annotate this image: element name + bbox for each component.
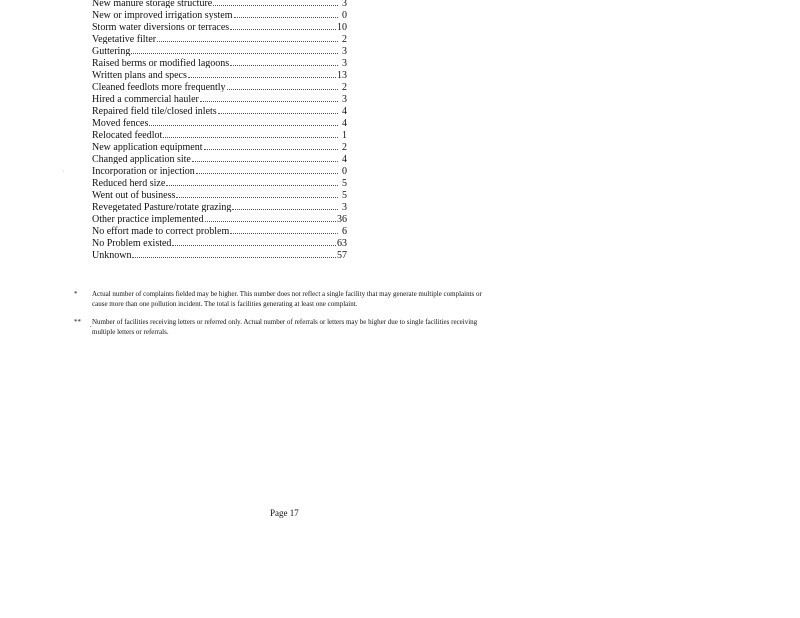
item-count: 2 (342, 34, 347, 44)
item-count: 3 (342, 94, 347, 104)
item-label: New application equipment (92, 142, 203, 152)
list-item (92, 212, 347, 224)
footnote-text: Number of facilities receiving letters or referred only. Actual number of referrals or letters may be higher due to single facilities receiving multiple letters or referrals. (92, 318, 478, 336)
item-label: Raised berms or modified lagoons (92, 58, 230, 68)
item-label: Guttering (92, 46, 131, 56)
item-count: 36 (337, 214, 347, 224)
item-label: Went out of business (92, 190, 176, 200)
dot-leader (131, 44, 338, 54)
item-label: Vegetative filter (92, 34, 157, 44)
dot-leader (163, 128, 338, 138)
list-item (92, 128, 347, 140)
dot-leader (200, 92, 338, 102)
item-label: Unknown (92, 250, 132, 260)
dot-leader (230, 224, 338, 234)
footnote-marker: ** (74, 318, 81, 326)
item-count: 5 (342, 190, 347, 200)
item-label: Reduced herd size (92, 178, 166, 188)
dot-leader (188, 68, 336, 78)
item-count: 3 (342, 0, 347, 8)
stray-mark: . (63, 168, 65, 174)
dot-leader (213, 0, 338, 6)
dot-leader (227, 80, 338, 90)
item-count: 10 (337, 22, 347, 32)
dot-leader (196, 164, 338, 174)
item-label: Repaired field tile/closed inlets (92, 106, 217, 116)
list-item (92, 68, 347, 80)
item-count: 3 (342, 58, 347, 68)
dot-leader (166, 176, 338, 186)
list-item (92, 32, 347, 44)
item-count: 0 (342, 166, 347, 176)
dot-leader (218, 104, 338, 114)
item-label: Hired a commercial hauler (92, 94, 199, 104)
item-count: 5 (342, 178, 347, 188)
item-count: 0 (342, 10, 347, 20)
list-item (92, 0, 347, 8)
list-item (92, 200, 347, 212)
list-item (92, 164, 347, 176)
list-item (92, 116, 347, 128)
item-count: 6 (342, 226, 347, 236)
item-count: 4 (342, 154, 347, 164)
dot-leader (234, 8, 338, 18)
item-label: Storm water diversions or terraces (92, 22, 230, 32)
item-label: Moved fences (92, 118, 149, 128)
dot-leader (149, 116, 338, 126)
list-item (92, 140, 347, 152)
item-label: Revegetated Pasture/rotate grazing (92, 202, 232, 212)
dot-leader (192, 152, 338, 162)
item-label: Written plans and specs (92, 70, 187, 80)
list-item (92, 80, 347, 92)
item-count: 63 (337, 238, 347, 248)
list-item (92, 56, 347, 68)
list-item (92, 236, 347, 248)
list-item (92, 224, 347, 236)
dot-leader (157, 32, 338, 42)
item-count: 2 (342, 82, 347, 92)
item-label: No Problem existed (92, 238, 172, 248)
dot-leader (172, 236, 336, 246)
list-item (92, 44, 347, 56)
item-label: Incorporation or injection (92, 166, 195, 176)
item-count: 4 (342, 106, 347, 116)
footnote (74, 289, 484, 309)
footnote (74, 317, 484, 337)
item-label: Other practice implemented (92, 214, 204, 224)
list-item (92, 188, 347, 200)
item-count: 2 (342, 142, 347, 152)
dot-leader (132, 248, 336, 258)
list-item (92, 20, 347, 32)
item-count: 3 (342, 202, 347, 212)
item-label: New manure storage structure (92, 0, 213, 8)
separator-dot: . (90, 321, 92, 329)
footnotes (74, 289, 484, 345)
practice-list (92, 0, 347, 260)
list-item (92, 176, 347, 188)
item-label: Changed application site (92, 154, 191, 164)
item-count: 3 (342, 46, 347, 56)
dot-leader (204, 140, 338, 150)
dot-leader (230, 20, 336, 30)
dot-leader (230, 56, 338, 66)
page-number: Page 17 (270, 508, 299, 518)
dot-leader (232, 200, 338, 210)
list-item (92, 92, 347, 104)
dot-leader (205, 212, 336, 222)
dot-leader (176, 188, 338, 198)
list-item (92, 152, 347, 164)
item-count: 13 (337, 70, 347, 80)
item-label: Relocated feedlot (92, 130, 163, 140)
item-label: No effort made to correct problem (92, 226, 230, 236)
item-label: New or improved irrigation system (92, 10, 233, 20)
footnote-marker: * (74, 290, 78, 298)
list-item (92, 8, 347, 20)
footnote-text: Actual number of complaints fielded may be higher. This number does not reflect a single facility that may generate multiple complaints or cause more than one pollution incident. The total is facilities generating at least one complaint. (92, 290, 482, 308)
list-item (92, 104, 347, 116)
item-count: 57 (337, 250, 347, 260)
item-label: Cleaned feedlots more frequently (92, 82, 226, 92)
item-count: 1 (342, 130, 347, 140)
item-count: 4 (342, 118, 347, 128)
list-item (92, 248, 347, 260)
